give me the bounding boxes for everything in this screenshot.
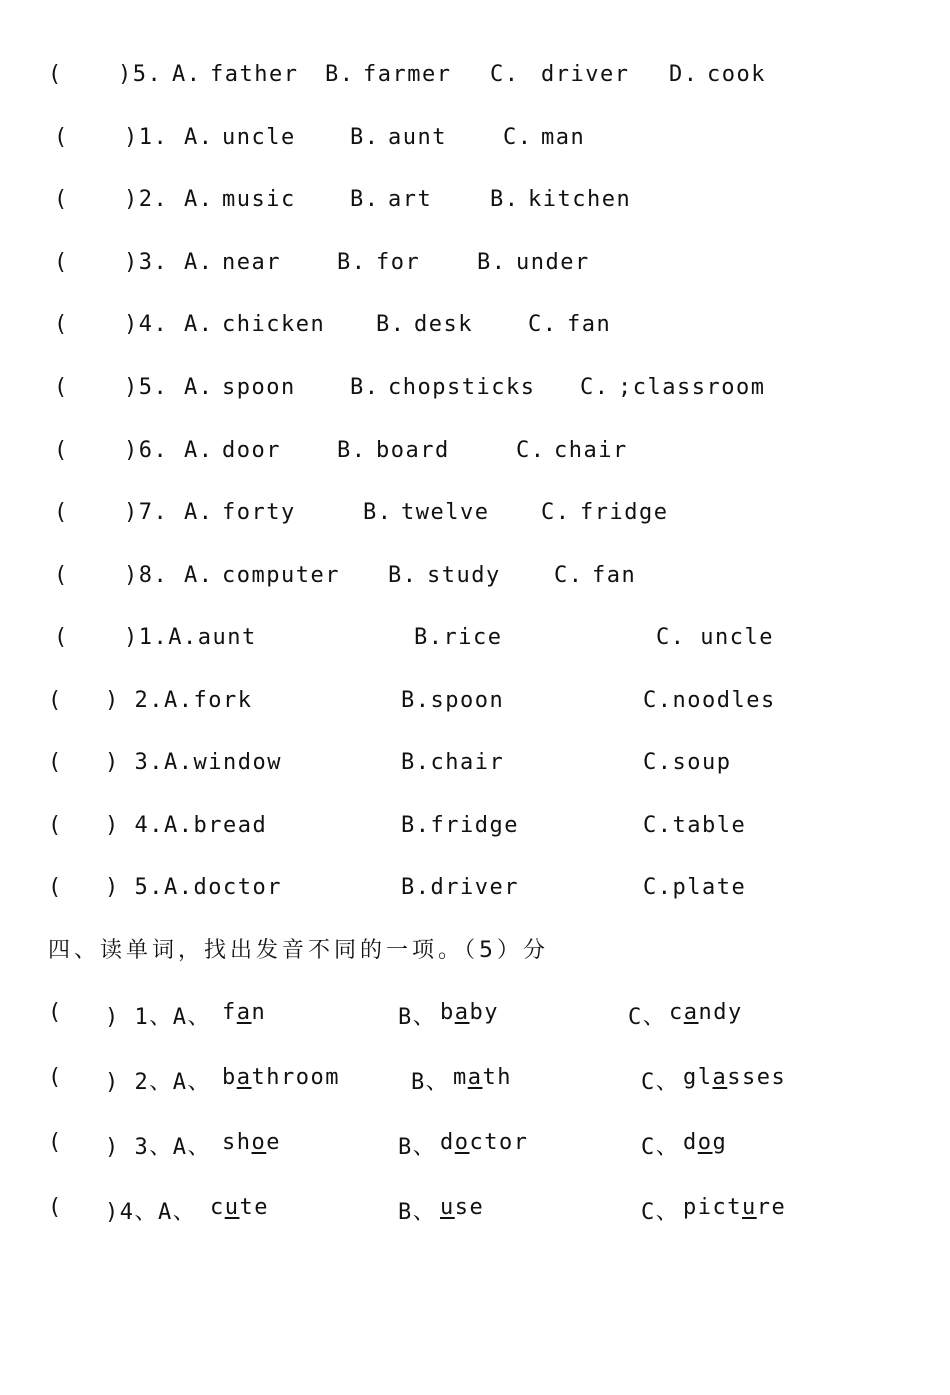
option-a-word: spoon: [222, 375, 296, 400]
option-c-word: fan: [592, 563, 637, 588]
answer-paren: (: [54, 312, 69, 337]
option-c-word: [669, 1000, 743, 1025]
answer-paren: (: [48, 875, 63, 900]
underlined-letter: a: [454, 1000, 470, 1025]
question-row: [0, 500, 950, 534]
option-a-label: A.: [184, 250, 214, 275]
option-a-word: music: [222, 187, 296, 212]
option-b: B.chair: [401, 750, 505, 775]
option-b-word: desk: [414, 312, 473, 337]
underlined-letter: a: [467, 1065, 483, 1090]
word-suffix: te: [239, 1195, 269, 1220]
word-prefix: d: [683, 1130, 698, 1155]
option-b-label: B.: [350, 375, 380, 400]
option-c-label: C.: [541, 500, 571, 525]
word-prefix: c: [669, 1000, 684, 1025]
option-b-word: chopsticks: [388, 375, 536, 400]
answer-paren: (: [48, 813, 63, 838]
question-option-a: ) 4.A.bread: [105, 813, 268, 838]
question-number: )4.: [124, 312, 169, 337]
option-a-word: near: [222, 250, 281, 275]
option-b-label: B.: [337, 438, 367, 463]
option-c-word: [683, 1195, 786, 1220]
option-b-word: art: [388, 187, 433, 212]
option-a-word: [222, 1130, 281, 1155]
word-prefix: b: [222, 1065, 237, 1090]
option-c-word: kitchen: [528, 187, 632, 212]
word-suffix: n: [251, 1000, 267, 1025]
question-row: [0, 438, 950, 472]
question-row: [0, 563, 950, 597]
option-c-word: chair: [554, 438, 628, 463]
option-b-word: for: [376, 250, 421, 275]
question-row: [0, 62, 950, 96]
answer-paren: (: [54, 250, 69, 275]
option-a-label: A.: [172, 62, 202, 87]
option-c: C. uncle: [656, 625, 774, 650]
answer-paren: (: [48, 1000, 63, 1025]
option-b-word: aunt: [388, 125, 447, 150]
option-c-label: B.: [490, 187, 520, 212]
option-b-word: [440, 1195, 484, 1220]
option-c-label: B.: [477, 250, 507, 275]
underlined-letter: a: [236, 1000, 252, 1025]
option-c-label: C.: [490, 62, 520, 87]
option-d-word: cook: [707, 62, 766, 87]
option-c-word: [683, 1130, 727, 1155]
option-b-label: B.: [350, 125, 380, 150]
word-suffix: th: [482, 1065, 512, 1090]
question-row: [0, 312, 950, 346]
answer-paren: (: [48, 750, 63, 775]
option-b-word: twelve: [401, 500, 490, 525]
option-c: C.noodles: [643, 688, 776, 713]
underlined-letter: o: [251, 1130, 267, 1155]
option-b-word: [440, 1000, 499, 1025]
option-b-label: B、: [398, 1200, 437, 1225]
option-b-label: B、: [411, 1070, 450, 1095]
option-b-word: study: [427, 563, 501, 588]
question-row: [0, 375, 950, 409]
question-number: )2.: [124, 187, 169, 212]
question-number: )3.: [124, 250, 169, 275]
option-b-label: B.: [337, 250, 367, 275]
option-a-label: A.: [184, 500, 214, 525]
option-b-word: board: [376, 438, 450, 463]
word-prefix: f: [222, 1000, 237, 1025]
word-suffix: by: [469, 1000, 499, 1025]
answer-paren: (: [48, 688, 63, 713]
option-c: C.soup: [643, 750, 732, 775]
option-c-label: C、: [641, 1200, 680, 1225]
question-number: ) 2、A、: [105, 1070, 211, 1095]
question-number: )8.: [124, 563, 169, 588]
question-row: [0, 688, 950, 722]
question-option-a: ) 3.A.window: [105, 750, 282, 775]
section-heading: 四、读单词，找出发音不同的一项。（5）分: [48, 938, 549, 963]
option-b-word: [453, 1065, 512, 1090]
question-number: )6.: [124, 438, 169, 463]
question-number: )7.: [124, 500, 169, 525]
underlined-letter: u: [224, 1195, 240, 1220]
word-suffix: e: [266, 1130, 281, 1155]
option-a-word: chicken: [222, 312, 326, 337]
option-a-word: [222, 1000, 266, 1025]
option-c-word: man: [541, 125, 586, 150]
word-suffix: throom: [251, 1065, 340, 1090]
underlined-letter: a: [683, 1000, 699, 1025]
word-prefix: b: [440, 1000, 455, 1025]
option-b-label: B、: [398, 1005, 437, 1030]
option-a-word: forty: [222, 500, 296, 525]
underlined-letter: u: [741, 1195, 757, 1220]
option-a-label: A.: [184, 125, 214, 150]
option-b-word: [440, 1130, 528, 1155]
underlined-letter: a: [712, 1065, 728, 1090]
word-suffix: ndy: [698, 1000, 743, 1025]
option-a-word: [222, 1065, 340, 1090]
word-prefix: sh: [222, 1130, 252, 1155]
word-prefix: m: [453, 1065, 468, 1090]
word-suffix: re: [756, 1195, 787, 1220]
option-b: B.spoon: [401, 688, 505, 713]
option-c: C.table: [643, 813, 747, 838]
option-c-word: fridge: [580, 500, 669, 525]
option-a-label: A.: [184, 438, 214, 463]
question-row: [0, 1000, 950, 1034]
option-b-label: B、: [398, 1135, 437, 1160]
option-c-label: C.: [503, 125, 533, 150]
word-suffix: sses: [727, 1065, 787, 1090]
question-option-a: ) 2.A.fork: [105, 688, 253, 713]
word-suffix: se: [454, 1195, 485, 1220]
underlined-letter: a: [236, 1065, 252, 1090]
word-prefix: pict: [683, 1195, 742, 1220]
question-row: [0, 1130, 950, 1164]
underlined-letter: o: [697, 1130, 713, 1155]
question-number: )5.: [118, 62, 163, 87]
question-row: [0, 125, 950, 159]
option-a-word: door: [222, 438, 281, 463]
word-prefix: gl: [683, 1065, 713, 1090]
answer-paren: (: [54, 625, 69, 650]
option-b-label: B.: [388, 563, 418, 588]
underlined-letter: u: [440, 1195, 455, 1220]
option-c-label: C.: [554, 563, 584, 588]
word-suffix: g: [712, 1130, 728, 1155]
answer-paren: (: [48, 62, 63, 87]
word-suffix: ctor: [469, 1130, 529, 1155]
word-prefix: d: [440, 1130, 455, 1155]
word-prefix: c: [210, 1195, 225, 1220]
answer-paren: (: [54, 187, 69, 212]
option-a-label: A.: [184, 563, 214, 588]
option-b: B.driver: [401, 875, 519, 900]
option-a-word: [210, 1195, 269, 1220]
option-c-word: fan: [567, 312, 612, 337]
question-option-a: )1.A.aunt: [124, 625, 257, 650]
option-b-label: B.: [350, 187, 380, 212]
option-b: B.fridge: [401, 813, 519, 838]
question-number: )5.: [124, 375, 169, 400]
option-c-word: [683, 1065, 786, 1090]
question-number: ) 3、A、: [105, 1135, 211, 1160]
question-row: [0, 1065, 950, 1099]
question-number: ) 1、A、: [105, 1005, 211, 1030]
question-row: [0, 750, 950, 784]
answer-paren: (: [54, 438, 69, 463]
question-number: )1.: [124, 125, 169, 150]
option-a-label: A.: [184, 187, 214, 212]
option-c-word: driver: [541, 62, 630, 87]
question-number: )4、A、: [105, 1200, 197, 1225]
answer-paren: (: [54, 563, 69, 588]
answer-paren: (: [54, 375, 69, 400]
answer-paren: (: [54, 125, 69, 150]
question-row: [0, 250, 950, 284]
option-a-word: father: [210, 62, 299, 87]
option-c-label: C.: [528, 312, 558, 337]
underlined-letter: o: [454, 1130, 470, 1155]
question-row: [0, 875, 950, 909]
question-row: [0, 187, 950, 221]
option-c-word: ;classroom: [618, 375, 766, 400]
option-a-label: A.: [184, 375, 214, 400]
question-row: [0, 625, 950, 659]
question-option-a: ) 5.A.doctor: [105, 875, 282, 900]
answer-paren: (: [48, 1130, 63, 1155]
option-c: C.plate: [643, 875, 747, 900]
option-b-label: B.: [325, 62, 355, 87]
option-d-label: D.: [669, 62, 699, 87]
option-b: B.rice: [414, 625, 503, 650]
option-a-word: computer: [222, 563, 340, 588]
option-c-label: C、: [628, 1005, 667, 1030]
option-a-label: A.: [184, 312, 214, 337]
question-row: [0, 1195, 950, 1229]
option-b-label: B.: [376, 312, 406, 337]
answer-paren: (: [48, 1065, 63, 1090]
option-c-label: C、: [641, 1070, 680, 1095]
option-c-word: under: [516, 250, 590, 275]
answer-paren: (: [54, 500, 69, 525]
question-row: [0, 813, 950, 847]
option-c-label: C、: [641, 1135, 680, 1160]
option-b-label: B.: [363, 500, 393, 525]
option-a-word: uncle: [222, 125, 296, 150]
option-c-label: C.: [580, 375, 610, 400]
answer-paren: (: [48, 1195, 63, 1220]
option-c-label: C.: [516, 438, 546, 463]
option-b-word: farmer: [363, 62, 452, 87]
